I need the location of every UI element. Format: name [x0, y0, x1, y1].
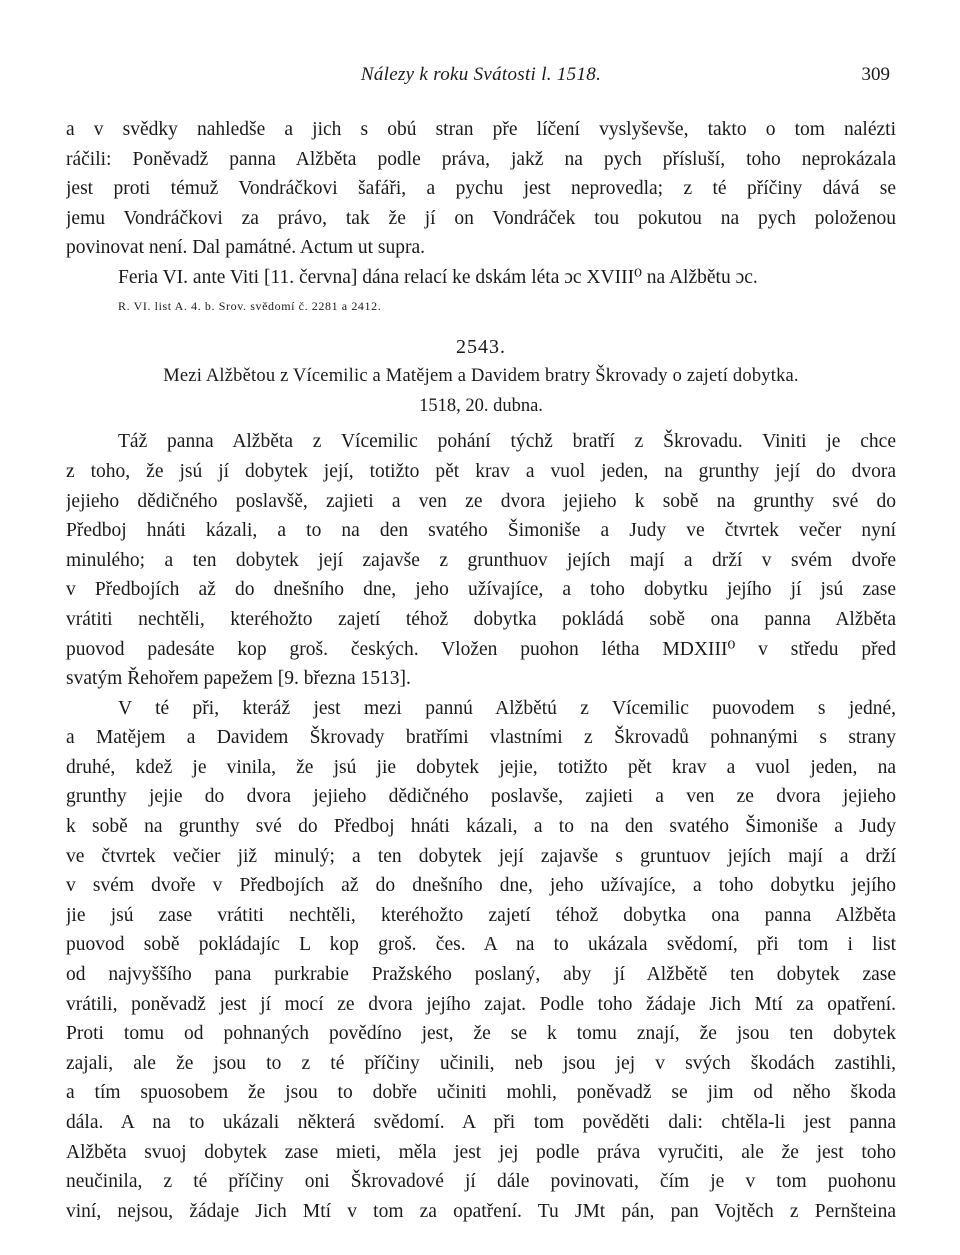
- document-heading: Mezi Alžbětou z Vícemilic a Matějem a Davidem bratry Škrovady o zajetí dobytka.: [163, 366, 799, 387]
- text-line: zajali, ale že jsou to z té příčiny učinili, neb jsou jej v svých škodách zastihli,: [66, 1052, 896, 1074]
- text-line: puovod padesáte kop groš. českých. Vložen puohon létha MDXIII⁰ v středu před: [66, 638, 896, 660]
- text-line: Táž panna Alžběta z Vícemilic pohání týchž bratří z Škrovadu. Viniti je chce: [118, 431, 896, 453]
- text-line: minulého; a ten dobytek její zajavše z grunthuov jejích mají a drží v svém dvoře: [66, 549, 896, 571]
- paragraph-1: [66, 427, 896, 693]
- text-line: k sobě na grunthy své do Předboj hnáti kázali, a to na den svatého Šimoniše a Judy: [66, 816, 896, 838]
- intro-paragraph: [66, 115, 896, 263]
- source-note: R. VI. list A. 4. b. Srov. svědomí č. 2281 a 2412.: [118, 298, 382, 313]
- running-header: [66, 64, 896, 88]
- feria-line: Feria VI. ante Viti [11. června] dána relací ke dskám léta ɔc XVIII⁰ na Alžbětu ɔc.: [118, 266, 758, 288]
- text-line: ráčili: Poněvadž panna Alžběta podle práva, jakž na pych přísluší, toho neprokázala: [66, 148, 896, 170]
- text-line: svatým Řehořem papežem [9. března 1513].: [66, 668, 411, 690]
- text-line: V té při, kteráž jest mezi pannú Alžbětú z Vícemilic puovodem s jedné,: [118, 697, 896, 719]
- text-line: a tím spuosobem že jsou to dobře učiniti mohli, poněvadž se jim od něho škoda: [66, 1082, 896, 1104]
- text-line: puovod sobě pokládajíc L kop groš. čes. A na to ukázala svědomí, při tom i list: [66, 934, 896, 956]
- text-line: vrátili, poněvadž jest jí mocí ze dvora jejího zajat. Podle toho žádaje Jich Mtí za opatření.: [66, 993, 896, 1015]
- text-line: vrátiti nechtěli, kteréhožto zajetí téhož dobytka pokládá sobě ona panna Alžběta: [66, 608, 896, 630]
- text-line: jejieho dědičného poslavšě, zajieti a ven ze dvora jejieho k sobě na grunthy své do: [66, 490, 896, 512]
- text-line: v svém dvoře v Předbojích až do dnešního dne, jeho užívajíce, a toho dobytku jejího: [66, 875, 896, 897]
- text-line: jie jsú zase vrátiti nechtěli, kteréhožto zajetí téhož dobytka ona panna Alžběta: [66, 904, 896, 926]
- text-line: dála. A na to ukázali některá svědomí. A při tom pověděti dali: chtěla-li jest panna: [66, 1112, 896, 1133]
- running-title: Nálezy k roku Svátosti l. 1518.: [360, 64, 602, 85]
- text-line: z toho, že jsú jí dobytek její, totižto pět krav a vuol jeden, na grunthy její do dvora: [66, 460, 896, 482]
- text-line: Proti tomu od pohnaných povědíno jest, že se k tomu znají, že jsou ten dobytek: [66, 1023, 896, 1045]
- text-line: a v svědky nahledše a jich s obú stran pře líčení vyslyševše, takto o tom nalézti: [66, 119, 896, 140]
- document-date: 1518, 20. dubna.: [419, 395, 543, 416]
- text-line: grunthy jejie do dvora jejieho dědičného poslavše, zajieti a ven ze dvora jejieho: [66, 786, 896, 808]
- document-number: 2543.: [456, 335, 506, 358]
- paragraph-2: [66, 694, 896, 1227]
- text-line: v Předbojích až do dnešního dne, jeho užívajíce, a toho dobytku jejího jí jsú zase: [66, 579, 896, 601]
- text-line: Alžběta svuoj dobytek zase mieti, měla jest jej podle práva vyručiti, ale že jest toho: [66, 1141, 896, 1163]
- text-line: neučinila, z té příčiny oni Škrovadové jí dále povinovati, čím je v tom puohonu: [66, 1171, 896, 1193]
- text-line: povinovat není. Dal památné. Actum ut supra.: [66, 237, 426, 259]
- text-line: jest proti témuž Vondráčkovi šafáři, a pychu jest neprovedla; z té příčiny dává se: [66, 178, 896, 200]
- text-line: jemu Vondráčkovi za právo, tak že jí on Vondráček tou pokutou na pych položenou: [66, 207, 896, 229]
- body-text: [66, 115, 896, 1226]
- page-number: 309: [861, 64, 890, 85]
- text-line: ve čtvrtek večier již minulý; a ten dobytek její zajavše s gruntuov jejích mají a drží: [66, 845, 896, 867]
- text-line: od najvyššího pana purkrabie Pražského poslaný, aby jí Alžbětě ten dobytek zase: [66, 964, 896, 986]
- text-line: Předboj hnáti kázali, a to na den svatého Šimoniše a Judy ve čtvrtek večer nyní: [66, 520, 896, 542]
- text-line: a Matějem a Davidem Škrovady bratřími vlastními z Škrovadů pohnanými s strany: [66, 727, 896, 749]
- text-line: druhé, kdež je vinila, že jsú jie dobytek jejie, totižto pět krav a vuol jeden, na: [66, 756, 896, 778]
- text-line: viní, nejsou, žádaje Jich Mtí v tom za opatření. Tu JMt pán, pan Vojtěch z Pernšteina: [66, 1200, 896, 1222]
